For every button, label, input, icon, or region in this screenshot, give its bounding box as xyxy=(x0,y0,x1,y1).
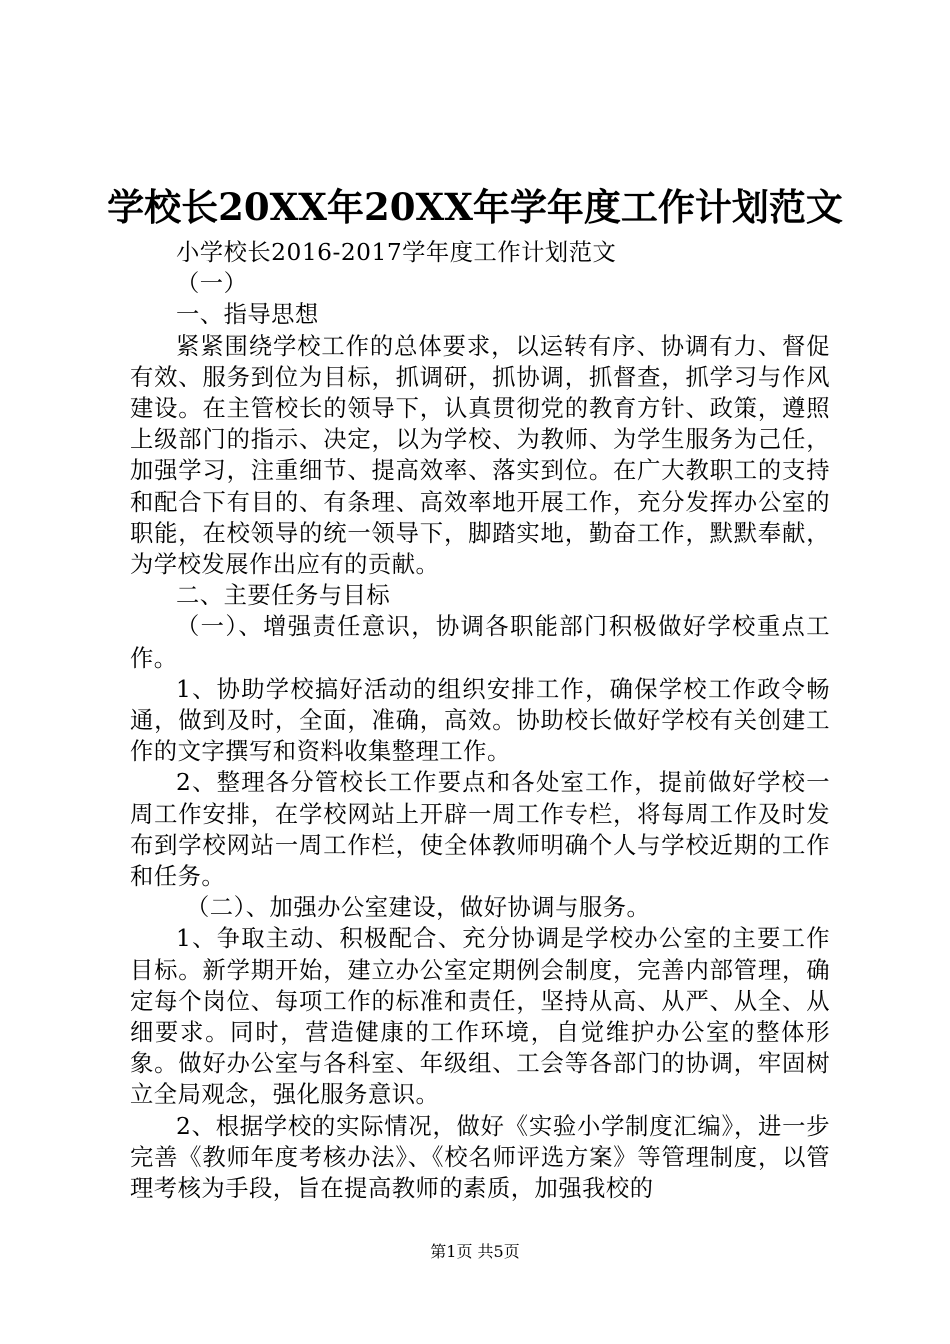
paragraph-part-one: （一） xyxy=(176,270,248,298)
paragraph-heading-guiding-ideology: 一、指导思想 xyxy=(176,301,319,329)
document-body xyxy=(130,237,830,1204)
document-title: 学校长20XX年20XX年学年度工作计划范文 xyxy=(107,185,843,229)
paragraph-task-2-2: 2、根据学校的实际情况，做好《实验小学制度汇编》，进一步完善《教师年度考核办法》、《校名师评选方案》等管理制度，以管理考核为手段，旨在提高教师的素质，加强我校的 xyxy=(130,1112,830,1203)
paragraph-task-section-2: （二）、加强办公室建设，做好协调与服务。 xyxy=(186,894,651,922)
paragraph-task-1-1: 1、协助学校搞好活动的组织安排工作，确保学校工作政令畅通，做到及时，全面，准确，高效。协助校长做好学校有关创建工作的文字撰写和资料收集整理工作。 xyxy=(130,675,830,766)
paragraph-task-section-1: （一）、增强责任意识，协调各职能部门积极做好学校重点工作。 xyxy=(130,613,830,672)
paragraph-guiding-ideology-body: 紧紧围绕学校工作的总体要求，以运转有序、协调有力、督促有效、服务到位为目标，抓调研，抓协调，抓督查，抓学习与作风建设。在主管校长的领导下，认真贯彻党的教育方针、政策，遵照上级部门的指示、决定，以为学校、为教师、为学生服务为己任，加强学习，注重细节、提高效率、落实到位。在广大教职工的支持和配合下有目的、有条理、高效率地开展工作，充分发挥办公室的职能，在校领导的统一领导下，脚踏实地，勤奋工作，默默奉献，为学校发展作出应有的贡献。 xyxy=(130,332,830,579)
paragraph-heading-main-tasks: 二、主要任务与目标 xyxy=(176,582,391,610)
paragraph-task-2-1: 1、争取主动、积极配合、充分协调是学校办公室的主要工作目标。新学期开始，建立办公室定期例会制度，完善内部管理，确定每个岗位、每项工作的标准和责任，坚持从高、从严、从全、从细要求。同时，营造健康的工作环境，自觉维护办公室的整体形象。做好办公室与各科室、年级组、工会等各部门的协调，牢固树立全局观念，强化服务意识。 xyxy=(130,925,830,1109)
page-footer: 第1页 共5页 xyxy=(430,1242,520,1261)
paragraph-subtitle: 小学校长2016-2017学年度工作计划范文 xyxy=(176,239,617,266)
paragraph-task-1-2: 2、整理各分管校长工作要点和各处室工作，提前做好学校一周工作安排，在学校网站上开辟一周工作专栏，将每周工作及时发布到学校网站一周工作栏，使全体教师明确个人与学校近期的工作和任务。 xyxy=(130,769,830,891)
